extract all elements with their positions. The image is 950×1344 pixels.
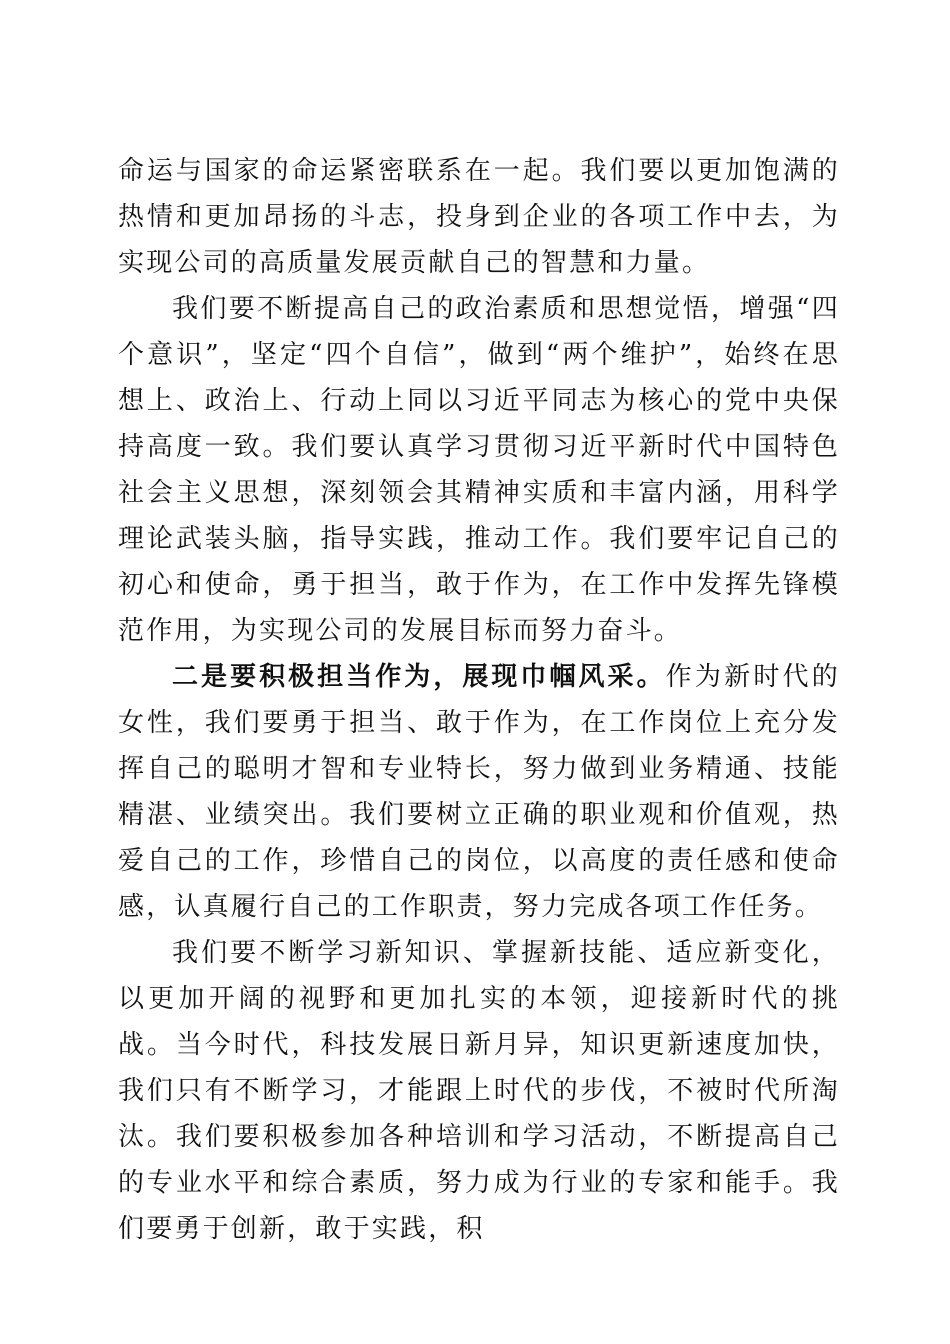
paragraph-1 <box>118 148 840 286</box>
paragraph-4 <box>118 930 840 1252</box>
paragraph-4-text: 我们要不断学习新知识、掌握新技能、适应新变化，以更加开阔的视野和更加扎实的本领，迎接新时代的挑战。当今时代，科技发展日新月异，知识更新速度加快，我们只有不断学习，才能跟上时代的步伐，不被时代所淘汰。我们要积极参加各种培训和学习活动，不断提高自己的专业水平和综合素质，努力成为行业的专家和能手。我们要勇于创新，敢于实践，积 <box>118 938 840 1244</box>
paragraph-3-text: 作为新时代的女性，我们要勇于担当、敢于作为，在工作岗位上充分发挥自己的聪明才智和专业特长，努力做到业务精通、技能精湛、业绩突出。我们要树立正确的职业观和价值观，热爱自己的工作，珍惜自己的岗位，以高度的责任感和使命感，认真履行自己的工作职责，努力完成各项工作任务。 <box>118 662 840 922</box>
paragraph-1-text: 命运与国家的命运紧密联系在一起。我们要以更加饱满的热情和更加昂扬的斗志，投身到企业的各项工作中去，为实现公司的高质量发展贡献自己的智慧和力量。 <box>118 156 840 278</box>
paragraph-3 <box>118 654 840 930</box>
paragraph-2 <box>118 286 840 654</box>
paragraph-2-text: 我们要不断提高自己的政治素质和思想觉悟，增强“四个意识”，坚定“四个自信”，做到“两个维护”，始终在思想上、政治上、行动上同以习近平同志为核心的党中央保持高度一致。我们要认真学习贯彻习近平新时代中国特色社会主义思想，深刻领会其精神实质和丰富内涵，用科学理论武装头脑，指导实践，推动工作。我们要牢记自己的初心和使命，勇于担当，敢于作为，在工作中发挥先锋模范作用，为实现公司的发展目标而努力奋斗。 <box>118 294 840 646</box>
paragraph-3-heading: 二是要积极担当作为，展现巾帼风采。 <box>172 662 666 692</box>
